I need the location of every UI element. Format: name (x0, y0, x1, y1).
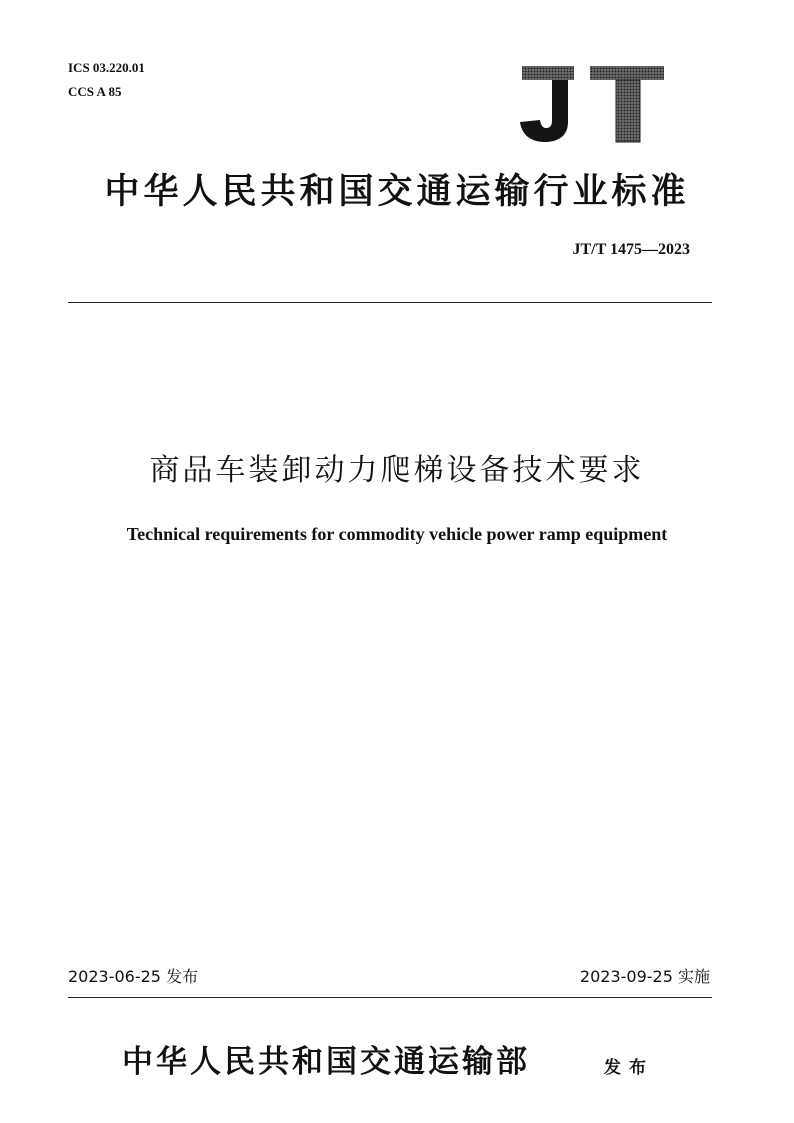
ics-code: ICS 03.220.01 (68, 60, 145, 75)
document-title-english: Technical requirements for commodity vehicle power ramp equipment (126, 524, 668, 544)
organization-title: 中华人民共和国交通运输行业标准 (104, 171, 690, 212)
publisher-name: 中华人民共和国交通运输部 (122, 1044, 530, 1080)
publish-label: 发布 (604, 1058, 654, 1078)
implementation-date: 2023-09-25 实施 (579, 967, 710, 986)
jt-logo-graphic (518, 64, 668, 144)
standard-number: JT/T 1475—2023 (572, 241, 690, 258)
document-title-chinese: 商品车装卸动力爬梯设备技术要求 (149, 453, 645, 488)
classification-codes (68, 56, 145, 104)
ccs-code: CCS A 85 (68, 84, 122, 99)
top-divider (68, 302, 712, 303)
jt-logo (518, 64, 668, 144)
bottom-divider (68, 997, 712, 998)
issue-date: 2023-06-25 发布 (68, 967, 199, 986)
